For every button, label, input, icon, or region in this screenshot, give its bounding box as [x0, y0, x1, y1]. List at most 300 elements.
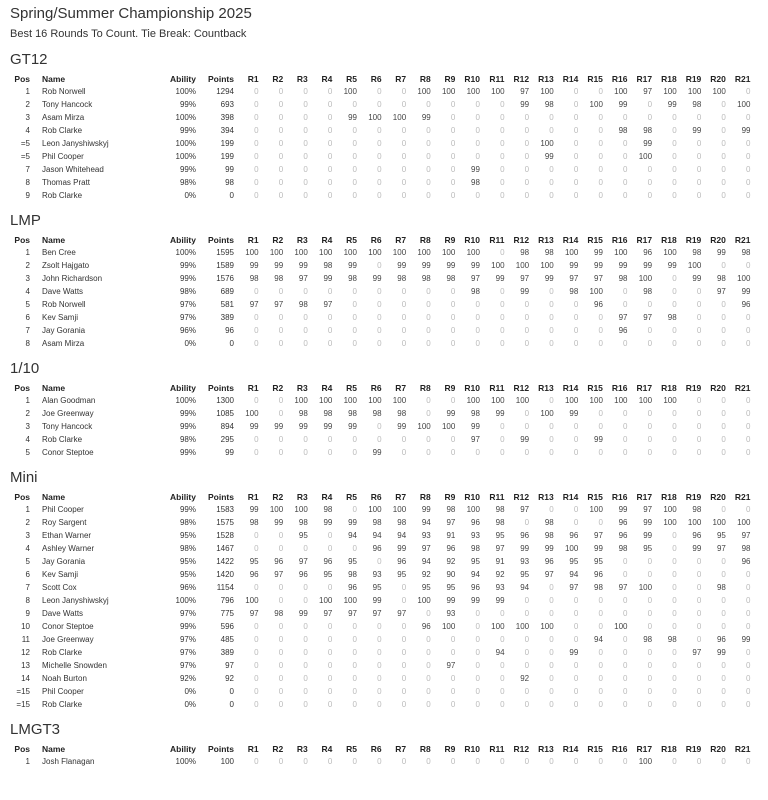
- cell-round: 0: [401, 448, 407, 457]
- cell-name: Conor Steptoe: [42, 622, 94, 631]
- cell-round: 0: [647, 300, 653, 309]
- cell-name: Leon Janyshiwskyj: [42, 596, 109, 605]
- cell-round: 0: [524, 687, 530, 696]
- cell-round: 0: [549, 635, 554, 644]
- cell-points: 1583: [216, 505, 234, 514]
- cell-round: 0: [426, 609, 431, 618]
- cell-ability: 100%: [175, 396, 196, 405]
- cell-round: 98: [372, 518, 382, 527]
- cell-round: 0: [450, 178, 456, 187]
- cell-round: 0: [475, 326, 480, 335]
- header-round: R5: [346, 743, 357, 754]
- cell-round: 0: [623, 287, 628, 296]
- cell-points: 1294: [216, 87, 234, 96]
- cell-round: 98: [348, 409, 357, 418]
- cell-round: 100: [638, 757, 653, 766]
- header-round: R3: [296, 234, 308, 245]
- cell-round: 99: [643, 261, 653, 270]
- cell-round: 0: [696, 687, 702, 696]
- cell-round: 96: [397, 557, 407, 566]
- cell-round: 0: [696, 409, 702, 418]
- cell-round: 0: [278, 583, 284, 592]
- cell-round: 0: [401, 339, 407, 348]
- cell-pos: 1: [25, 757, 30, 766]
- cell-round: 0: [327, 87, 333, 96]
- cell-round: 97: [397, 609, 407, 618]
- cell-round: 99: [348, 422, 357, 431]
- cell-round: 0: [696, 139, 702, 148]
- cell-round: 96: [249, 570, 259, 579]
- header-ability: Ability: [170, 743, 196, 754]
- cell-points: 96: [225, 326, 234, 335]
- cell-round: 0: [721, 313, 726, 322]
- cell-round: 98: [716, 274, 726, 283]
- cell-round: 0: [426, 396, 431, 405]
- cell-name: Ben Cree: [42, 248, 76, 257]
- cell-round: 0: [377, 700, 382, 709]
- cell-round: 95: [372, 583, 382, 592]
- cell-round: 0: [426, 126, 431, 135]
- cell-round: 0: [696, 757, 702, 766]
- header-round: R19: [685, 491, 702, 502]
- cell-round: 0: [746, 339, 751, 348]
- cell-round: 0: [303, 339, 308, 348]
- cell-round: 0: [524, 409, 530, 418]
- cell-round: 100: [343, 596, 357, 605]
- cell-ability: 97%: [179, 313, 196, 322]
- cell-round: 0: [426, 674, 431, 683]
- cell-round: 99: [741, 635, 751, 644]
- cell-ability: 100%: [175, 757, 196, 766]
- cell-round: 93: [495, 583, 505, 592]
- cell-round: 0: [450, 339, 456, 348]
- cell-round: 100: [294, 505, 308, 514]
- cell-round: 0: [254, 757, 259, 766]
- cell-points: 99: [225, 165, 234, 174]
- cell-round: 0: [450, 300, 456, 309]
- cell-round: 100: [491, 261, 505, 270]
- cell-round: 0: [598, 139, 603, 148]
- cell-round: 0: [500, 661, 505, 670]
- cell-round: 0: [327, 531, 333, 540]
- cell-round: 0: [278, 339, 284, 348]
- cell-round: 93: [471, 531, 480, 540]
- cell-round: 0: [696, 583, 702, 592]
- cell-round: 0: [254, 178, 259, 187]
- cell-round: 92: [446, 557, 456, 566]
- cell-round: 96: [618, 326, 628, 335]
- cell-round: 0: [254, 313, 259, 322]
- cell-round: 100: [441, 87, 456, 96]
- cell-round: 97: [716, 544, 726, 553]
- header-round: R12: [513, 234, 530, 245]
- cell-round: 0: [254, 326, 259, 335]
- cell-round: 0: [377, 674, 382, 683]
- cell-round: 0: [647, 557, 653, 566]
- cell-round: 0: [475, 152, 480, 161]
- cell-round: 94: [348, 531, 357, 540]
- section-title: LMGT3: [10, 721, 61, 738]
- header-round: R1: [247, 73, 259, 84]
- header-round: R10: [464, 73, 480, 84]
- cell-points: 295: [220, 435, 234, 444]
- header-ability: Ability: [170, 234, 196, 245]
- cell-round: 0: [352, 435, 357, 444]
- cell-ability: 99%: [179, 448, 196, 457]
- cell-pos: 12: [21, 648, 30, 657]
- cell-name: Ethan Warner: [42, 531, 92, 540]
- cell-round: 100: [368, 113, 382, 122]
- cell-round: 0: [352, 326, 357, 335]
- cell-round: 0: [598, 622, 603, 631]
- section-title: Mini: [10, 469, 38, 486]
- cell-ability: 95%: [179, 570, 196, 579]
- cell-round: 0: [598, 448, 603, 457]
- cell-round: 0: [746, 326, 751, 335]
- cell-round: 0: [500, 248, 505, 257]
- cell-round: 98: [692, 100, 702, 109]
- cell-round: 100: [441, 422, 456, 431]
- cell-round: 100: [589, 505, 603, 514]
- cell-round: 100: [663, 87, 677, 96]
- cell-round: 0: [647, 448, 653, 457]
- cell-round: 0: [623, 165, 628, 174]
- header-round: R17: [636, 382, 653, 393]
- header-round: R17: [636, 743, 653, 754]
- results-table: [10, 490, 750, 711]
- cell-round: 0: [254, 126, 259, 135]
- cell-round: 97: [471, 435, 480, 444]
- cell-round: 0: [303, 313, 308, 322]
- cell-round: 96: [643, 248, 653, 257]
- cell-round: 0: [721, 622, 726, 631]
- cell-round: 98: [421, 274, 431, 283]
- cell-ability: 96%: [179, 326, 196, 335]
- cell-round: 98: [667, 313, 677, 322]
- cell-round: 0: [426, 139, 431, 148]
- cell-round: 0: [303, 757, 308, 766]
- cell-round: 100: [564, 396, 579, 405]
- cell-pos: 2: [25, 100, 30, 109]
- cell-round: 100: [392, 505, 407, 514]
- cell-round: 0: [401, 583, 407, 592]
- cell-points: 1420: [216, 570, 234, 579]
- cell-round: 99: [618, 261, 628, 270]
- cell-ability: 98%: [179, 544, 196, 553]
- header-round: R11: [489, 743, 505, 754]
- cell-round: 0: [524, 596, 530, 605]
- cell-round: 0: [549, 609, 554, 618]
- cell-round: 96: [421, 622, 431, 631]
- cell-round: 0: [647, 570, 653, 579]
- cell-round: 99: [544, 274, 554, 283]
- cell-round: 0: [327, 583, 333, 592]
- cell-round: 0: [672, 648, 677, 657]
- cell-round: 0: [746, 505, 751, 514]
- cell-round: 93: [372, 570, 382, 579]
- cell-round: 0: [278, 622, 284, 631]
- table-row: [10, 659, 750, 672]
- cell-pos: 7: [25, 583, 30, 592]
- header-round: R10: [464, 234, 480, 245]
- cell-ability: 98%: [179, 178, 196, 187]
- cell-round: 0: [696, 113, 702, 122]
- cell-round: 0: [327, 757, 333, 766]
- header-round: R11: [489, 234, 505, 245]
- cell-ability: 98%: [179, 435, 196, 444]
- cell-points: 99: [225, 448, 234, 457]
- cell-round: 0: [254, 113, 259, 122]
- cell-pos: 4: [25, 126, 30, 135]
- cell-round: 0: [696, 435, 702, 444]
- cell-round: 0: [475, 126, 480, 135]
- cell-round: 0: [524, 113, 530, 122]
- cell-round: 99: [421, 261, 431, 270]
- results-sections: [10, 51, 758, 768]
- header-round: R4: [321, 234, 333, 245]
- cell-round: 0: [623, 674, 628, 683]
- cell-round: 0: [598, 648, 603, 657]
- cell-round: 97: [520, 274, 530, 283]
- cell-round: 0: [672, 274, 677, 283]
- cell-round: 0: [450, 287, 456, 296]
- cell-round: 0: [352, 635, 357, 644]
- cell-round: 0: [278, 635, 284, 644]
- cell-pos: 1: [25, 87, 30, 96]
- cell-round: 99: [594, 435, 603, 444]
- cell-round: 0: [721, 339, 726, 348]
- cell-round: 0: [746, 661, 751, 670]
- cell-round: 0: [573, 609, 579, 618]
- cell-round: 98: [372, 409, 382, 418]
- cell-round: 0: [475, 339, 480, 348]
- cell-round: 0: [278, 139, 284, 148]
- section-title: GT12: [10, 51, 48, 68]
- cell-round: 0: [254, 635, 259, 644]
- cell-ability: 92%: [179, 674, 196, 683]
- cell-round: 0: [549, 648, 554, 657]
- cell-round: 97: [618, 583, 628, 592]
- cell-round: 0: [672, 409, 677, 418]
- cell-round: 0: [327, 139, 333, 148]
- cell-round: 0: [598, 87, 603, 96]
- header-round: R8: [419, 382, 431, 393]
- cell-round: 96: [471, 583, 480, 592]
- cell-round: 0: [524, 178, 530, 187]
- cell-round: 0: [303, 687, 308, 696]
- cell-round: 0: [303, 544, 308, 553]
- cell-round: 0: [450, 448, 456, 457]
- cell-round: 0: [746, 313, 751, 322]
- cell-round: 0: [696, 396, 702, 405]
- cell-round: 99: [249, 261, 259, 270]
- cell-round: 0: [327, 700, 333, 709]
- cell-round: 99: [692, 274, 702, 283]
- cell-round: 0: [475, 609, 480, 618]
- header-round: R20: [710, 382, 726, 393]
- cell-round: 0: [524, 165, 530, 174]
- header-round: R1: [247, 491, 259, 502]
- cell-round: 0: [721, 409, 726, 418]
- table-row: [10, 111, 750, 124]
- cell-round: 0: [524, 609, 530, 618]
- cell-round: 0: [254, 435, 259, 444]
- cell-round: 99: [274, 518, 284, 527]
- header-round: R13: [538, 743, 554, 754]
- cell-round: 0: [303, 178, 308, 187]
- cell-round: 99: [397, 261, 407, 270]
- cell-round: 0: [303, 700, 308, 709]
- cell-round: 0: [696, 422, 702, 431]
- cell-round: 95: [594, 557, 603, 566]
- cell-round: 100: [663, 518, 677, 527]
- cell-pos: 5: [25, 557, 30, 566]
- cell-round: 100: [441, 622, 456, 631]
- cell-round: 0: [524, 635, 530, 644]
- cell-round: 98: [643, 287, 653, 296]
- cell-round: 99: [594, 261, 603, 270]
- cell-round: 0: [377, 191, 382, 200]
- cell-round: 98: [446, 505, 456, 514]
- cell-ability: 99%: [179, 261, 196, 270]
- cell-round: 0: [573, 518, 579, 527]
- cell-round: 0: [401, 165, 407, 174]
- cell-round: 0: [500, 165, 505, 174]
- cell-round: 98: [667, 635, 677, 644]
- cell-round: 100: [417, 422, 431, 431]
- cell-round: 98: [348, 274, 357, 283]
- cell-round: 98: [298, 300, 308, 309]
- cell-round: 99: [446, 261, 456, 270]
- cell-round: 100: [343, 87, 357, 96]
- cell-round: 0: [696, 448, 702, 457]
- table-row: [10, 394, 750, 407]
- cell-round: 95: [569, 557, 579, 566]
- cell-round: 0: [696, 557, 702, 566]
- table-header-row: [10, 742, 750, 755]
- cell-round: 0: [401, 191, 407, 200]
- header-round: R6: [370, 73, 382, 84]
- table-row: [10, 298, 750, 311]
- cell-round: 100: [491, 622, 505, 631]
- cell-name: Joe Greenway: [42, 635, 94, 644]
- header-round: R14: [562, 234, 579, 245]
- cell-round: 99: [741, 126, 751, 135]
- cell-round: 94: [495, 648, 505, 657]
- cell-round: 99: [520, 287, 530, 296]
- cell-round: 0: [672, 596, 677, 605]
- cell-round: 0: [426, 326, 431, 335]
- table-row: [10, 246, 750, 259]
- cell-round: 0: [303, 113, 308, 122]
- cell-round: 100: [638, 152, 653, 161]
- cell-round: 0: [647, 326, 653, 335]
- header-round: R9: [444, 491, 456, 502]
- cell-ability: 99%: [179, 100, 196, 109]
- cell-round: 0: [377, 422, 382, 431]
- cell-round: 99: [348, 261, 357, 270]
- cell-round: 0: [327, 113, 333, 122]
- cell-pos: 9: [25, 609, 30, 618]
- cell-round: 0: [721, 661, 726, 670]
- cell-round: 0: [696, 178, 702, 187]
- cell-pos: =15: [16, 687, 30, 696]
- cell-round: 99: [618, 505, 628, 514]
- cell-round: 0: [524, 700, 530, 709]
- cell-round: 0: [696, 191, 702, 200]
- cell-pos: 2: [25, 409, 30, 418]
- cell-pos: 6: [25, 570, 30, 579]
- cell-round: 95: [323, 570, 333, 579]
- cell-ability: 0%: [184, 191, 196, 200]
- table-header-row: [10, 233, 750, 246]
- cell-pos: 8: [25, 596, 30, 605]
- header-round: R4: [321, 382, 333, 393]
- cell-round: 0: [500, 178, 505, 187]
- cell-name: Kev Samji: [42, 570, 79, 579]
- cell-round: 0: [401, 300, 407, 309]
- cell-round: 0: [746, 435, 751, 444]
- cell-round: 95: [249, 557, 259, 566]
- cell-round: 0: [647, 339, 653, 348]
- table-header-row: [10, 381, 750, 394]
- cell-round: 97: [618, 313, 628, 322]
- cell-points: 1085: [216, 409, 234, 418]
- cell-points: 389: [220, 648, 234, 657]
- cell-ability: 99%: [179, 622, 196, 631]
- table-row: [10, 285, 750, 298]
- header-round: R14: [562, 73, 579, 84]
- cell-round: 0: [450, 648, 456, 657]
- cell-round: 0: [327, 544, 333, 553]
- cell-round: 0: [623, 448, 628, 457]
- cell-round: 99: [249, 505, 259, 514]
- cell-name: Leon Janyshiwskyj: [42, 139, 109, 148]
- header-round: R12: [513, 491, 530, 502]
- cell-pos: 4: [25, 544, 30, 553]
- cell-round: 100: [663, 396, 677, 405]
- section-1-10: [10, 360, 758, 459]
- cell-round: 99: [569, 409, 579, 418]
- cell-round: 0: [352, 139, 357, 148]
- cell-round: 97: [348, 609, 357, 618]
- cell-round: 94: [520, 583, 530, 592]
- cell-round: 0: [377, 165, 382, 174]
- cell-round: 99: [569, 648, 579, 657]
- cell-round: 97: [421, 544, 431, 553]
- cell-round: 100: [319, 248, 333, 257]
- table-row: [10, 259, 750, 272]
- header-round: R1: [247, 234, 259, 245]
- results-table: [10, 233, 750, 350]
- header-round: R17: [636, 234, 653, 245]
- cell-round: 98: [397, 274, 407, 283]
- cell-round: 0: [450, 100, 456, 109]
- table-row: [10, 633, 750, 646]
- cell-round: 0: [721, 100, 726, 109]
- table-row: [10, 163, 750, 176]
- cell-round: 100: [392, 113, 407, 122]
- cell-round: 0: [549, 339, 554, 348]
- cell-round: 0: [721, 191, 726, 200]
- cell-round: 95: [421, 583, 431, 592]
- header-round: R1: [247, 382, 259, 393]
- cell-points: 596: [220, 622, 234, 631]
- cell-round: 0: [573, 339, 579, 348]
- cell-points: 92: [225, 674, 234, 683]
- cell-round: 98: [569, 287, 579, 296]
- cell-round: 99: [692, 126, 702, 135]
